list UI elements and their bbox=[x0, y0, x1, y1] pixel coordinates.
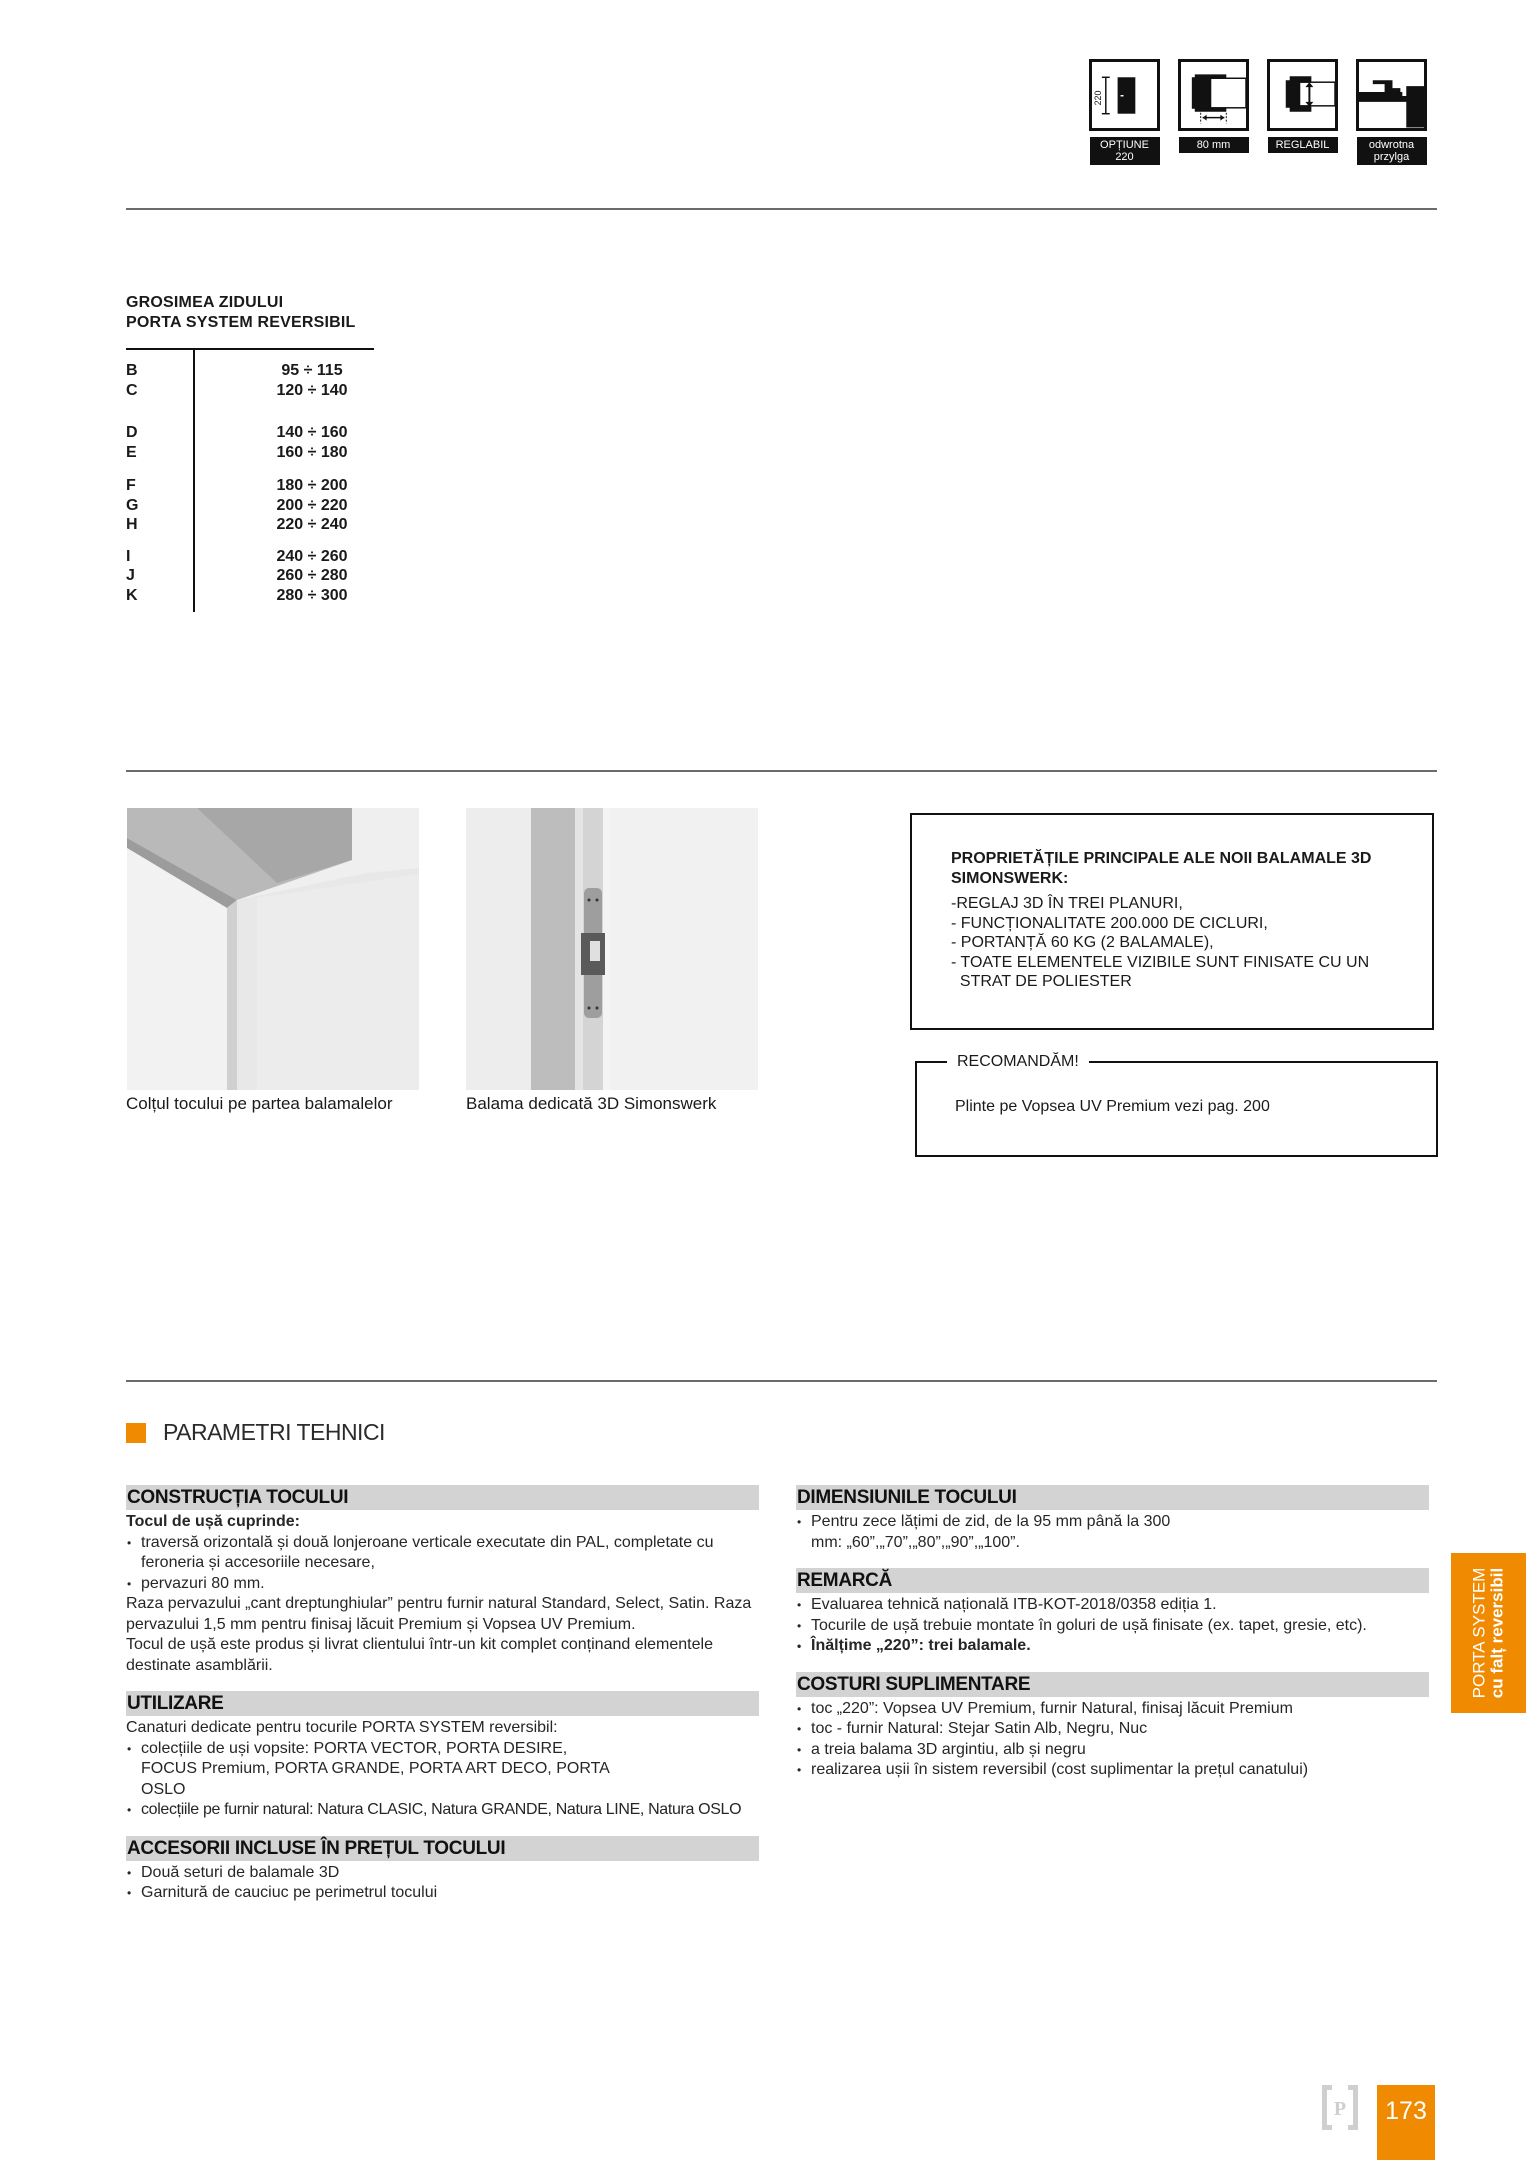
table-row: H 220 ÷ 240 bbox=[126, 516, 348, 533]
svg-text:P: P bbox=[1333, 2098, 1347, 2120]
wall-title-line1: GROSIMEA ZIDULUI bbox=[126, 294, 284, 311]
section-construction bbox=[126, 1510, 759, 1676]
recommendation-box bbox=[915, 1053, 1438, 1157]
wall-table-rule bbox=[126, 348, 374, 350]
table-row: K 280 ÷ 300 bbox=[126, 586, 348, 604]
side-tab-line2: cu falț reversibil bbox=[1487, 1567, 1507, 1699]
hinge-properties-box bbox=[910, 813, 1434, 1030]
table-row: G 200 ÷ 220 bbox=[126, 496, 348, 514]
svg-text:220: 220 bbox=[1092, 90, 1103, 106]
table-row: C 120 ÷ 140 bbox=[126, 381, 348, 399]
divider-top bbox=[126, 208, 1437, 210]
tech-right-column bbox=[796, 1485, 1429, 1781]
divider-middle bbox=[126, 770, 1437, 772]
icon-label-option-220: OPȚIUNE 220 bbox=[1090, 137, 1160, 165]
list-item: • Evaluarea tehnică națională ITB-KOT-2018/0358 ediția 1. bbox=[796, 1595, 1429, 1616]
section-title-remark: REMARCĂ bbox=[796, 1568, 1429, 1593]
section-title-usage: UTILIZARE bbox=[126, 1691, 759, 1716]
table-row: E 160 ÷ 180 bbox=[126, 443, 348, 461]
construction-paragraph: Raza pervazului „cant dreptunghiular” pentru furnir natural Standard, Select, Satin. Raza pervazului 1,5 mm pentru finisaj lăcuit Premium și Vopsea UV Premium. bbox=[126, 1595, 752, 1633]
page-number: 173 bbox=[1377, 2085, 1435, 2160]
side-tab-line1: PORTA SYSTEM bbox=[1469, 1567, 1489, 1699]
section-side-tab bbox=[1451, 1553, 1526, 1713]
property-item: - TOATE ELEMENTELE VIZIBILE SUNT FINISATE CU UN bbox=[951, 953, 1370, 971]
table-row: D 140 ÷ 160 bbox=[126, 424, 348, 441]
frame-corner-photo bbox=[127, 808, 419, 1090]
feature-icons bbox=[1089, 59, 1427, 165]
option-220-icon bbox=[1089, 59, 1160, 131]
section-dimensions bbox=[796, 1510, 1429, 1553]
wall-title-line2: PORTA SYSTEM REVERSIBIL bbox=[126, 314, 356, 331]
recommendation-text: Plinte pe Vopsea UV Premium vezi pag. 200 bbox=[955, 1098, 1270, 1115]
feature-adjustable bbox=[1267, 59, 1338, 165]
list-item: • Înălțime „220”: trei balamale. bbox=[796, 1636, 1429, 1657]
list-item: • pervazuri 80 mm. bbox=[126, 1574, 759, 1595]
section-title-dimensions: DIMENSIUNILE TOCULUI bbox=[796, 1485, 1429, 1510]
tech-params-heading bbox=[126, 1419, 385, 1446]
wall-thickness-table bbox=[126, 361, 374, 605]
list-item: • Două seturi de balamale 3D bbox=[126, 1863, 759, 1884]
recommendation-legend: RECOMANDĂM! bbox=[947, 1052, 1089, 1072]
feature-80mm bbox=[1178, 59, 1249, 165]
table-row: B 95 ÷ 115 bbox=[126, 362, 343, 379]
orange-square-icon bbox=[126, 1423, 146, 1443]
frame-80mm-icon bbox=[1178, 59, 1249, 131]
hinge-photo bbox=[466, 808, 758, 1090]
table-row: F 180 ÷ 200 bbox=[126, 477, 348, 494]
tech-left-column bbox=[126, 1485, 759, 1904]
divider-lower bbox=[126, 1380, 1437, 1382]
wall-thickness-title bbox=[126, 293, 356, 333]
property-item: STRAT DE POLIESTER bbox=[951, 973, 1132, 990]
list-item: • colecțiile pe furnir natural: Natura CLASIC, Natura GRANDE, Natura LINE, Natura OSLO bbox=[126, 1800, 759, 1821]
photo-caption-hinge: Balama dedicată 3D Simonswerk bbox=[466, 1094, 717, 1113]
section-usage bbox=[126, 1716, 759, 1821]
list-item: • Pentru zece lățimi de zid, de la 95 mm până la 300 mm: „60”,„70”,„80”,„90”,„100”. bbox=[796, 1512, 1429, 1553]
list-item: • toc - furnir Natural: Stejar Satin Alb, Negru, Nuc bbox=[796, 1719, 1429, 1740]
construction-subtitle: Tocul de ușă cuprinde: bbox=[126, 1513, 300, 1530]
icon-label-reverse-rebate: odwrotna przylga bbox=[1357, 137, 1427, 165]
table-row: I 240 ÷ 260 bbox=[126, 547, 348, 565]
section-extra-costs bbox=[796, 1697, 1429, 1781]
section-title-accessories: ACCESORII INCLUSE ÎN PREȚUL TOCULUI bbox=[126, 1836, 759, 1861]
list-item: • colecțiile de uși vopsite: PORTA VECTOR, PORTA DESIRE, FOCUS Premium, PORTA GRANDE, PORTA ART DECO, PORTA OSLO bbox=[126, 1739, 759, 1801]
list-item: • realizarea ușii în sistem reversibil (cost suplimentar la prețul canatului) bbox=[796, 1760, 1429, 1781]
section-accessories bbox=[126, 1861, 759, 1904]
icon-label-80mm: 80 mm bbox=[1179, 137, 1249, 153]
list-item: • toc „220”: Vopsea UV Premium, furnir Natural, finisaj lăcuit Premium bbox=[796, 1699, 1429, 1720]
property-item: - FUNCȚIONALITATE 200.000 DE CICLURI, bbox=[951, 914, 1268, 932]
list-item: • Tocurile de ușă trebuie montate în goluri de ușă finisate (ex. tapet, gresie, etc). bbox=[796, 1616, 1429, 1637]
reverse-rebate-icon bbox=[1356, 59, 1427, 131]
list-item: • Garnitură de cauciuc pe perimetrul tocului bbox=[126, 1883, 759, 1904]
properties-title: PROPRIETĂȚILE PRINCIPALE ALE NOII BALAMALE 3D SIMONSWERK: bbox=[951, 850, 1372, 887]
section-title-extra-costs: COSTURI SUPLIMENTARE bbox=[796, 1672, 1429, 1697]
feature-option-220 bbox=[1089, 59, 1160, 165]
feature-reverse-rebate bbox=[1356, 59, 1427, 165]
table-row: J 260 ÷ 280 bbox=[126, 567, 348, 584]
section-title-construction: CONSTRUCȚIA TOCULUI bbox=[126, 1485, 759, 1510]
section-remark bbox=[796, 1593, 1429, 1657]
list-item: • traversă orizontală și două lonjeroane verticale executate din PAL, completate cu feroneria și accesoriile necesare, bbox=[126, 1533, 759, 1574]
list-item: • a treia balama 3D argintiu, alb și negru bbox=[796, 1740, 1429, 1761]
adjustable-icon bbox=[1267, 59, 1338, 131]
construction-paragraph: Tocul de ușă este produs și livrat clientului într-un kit complet conținand elementele destinate asamblării. bbox=[126, 1636, 713, 1674]
usage-intro: Canaturi dedicate pentru tocurile PORTA SYSTEM reversibil: bbox=[126, 1719, 558, 1736]
property-item: -REGLAJ 3D ÎN TREI PLANURI, bbox=[951, 895, 1183, 912]
porta-logo-icon bbox=[1322, 2085, 1358, 2130]
photo-caption-frame-corner: Colțul tocului pe partea balamalelor bbox=[126, 1094, 393, 1113]
icon-label-adjustable: REGLABIL bbox=[1268, 137, 1338, 153]
tech-params-title: PARAMETRI TEHNICI bbox=[163, 1419, 385, 1445]
property-item: - PORTANȚĂ 60 KG (2 BALAMALE), bbox=[951, 934, 1214, 951]
